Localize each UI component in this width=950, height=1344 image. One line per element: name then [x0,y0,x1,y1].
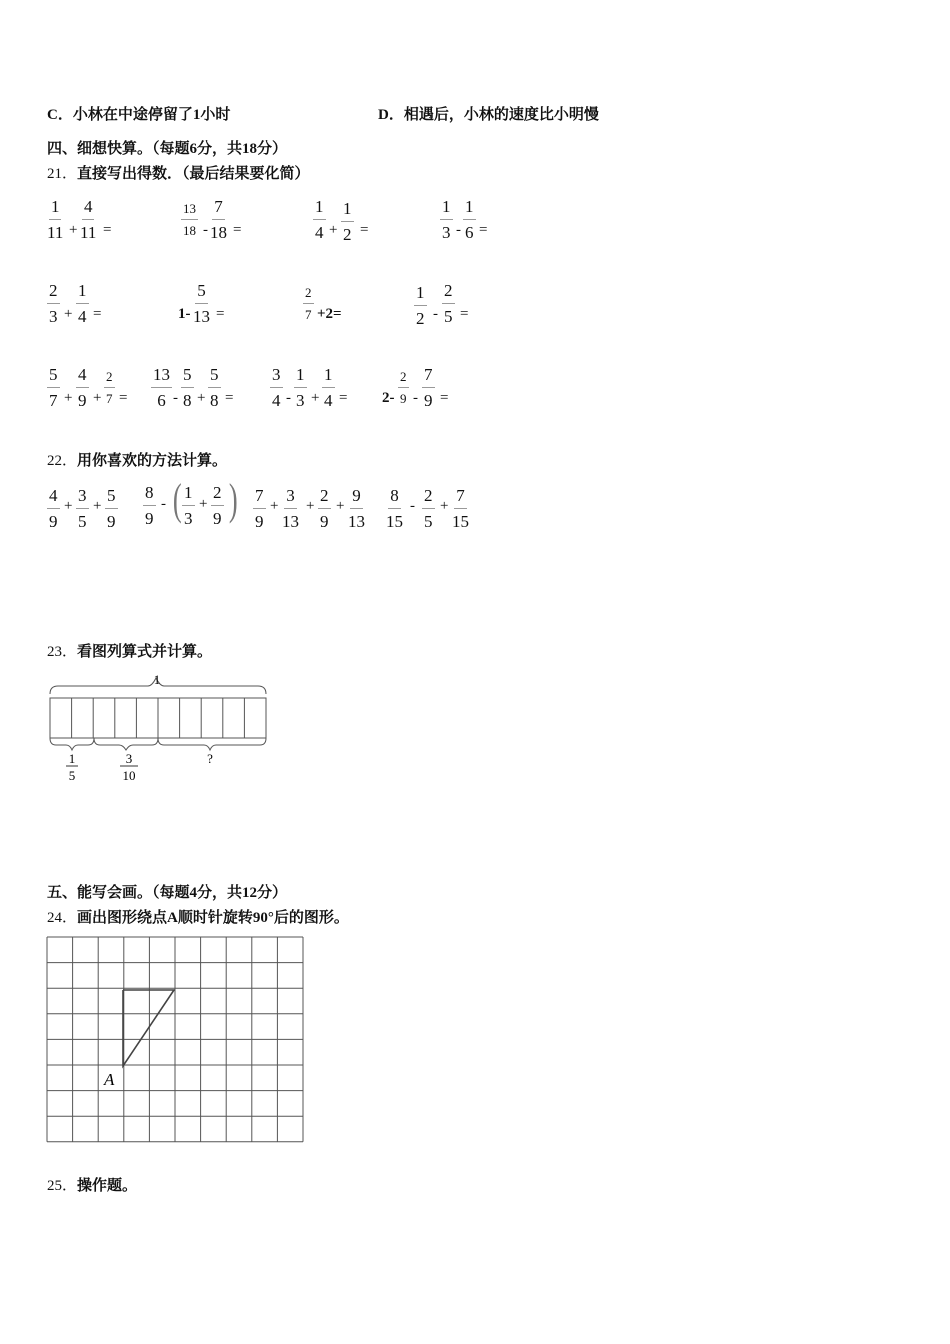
operator: + [69,222,78,238]
triangle-shape [123,990,174,1066]
option-d-text: 相遇后，小林的速度比小明慢 [403,107,599,123]
question-22-label: 22． [47,453,78,469]
operator: = [440,390,449,406]
operator: + [329,222,338,238]
operator: - [161,496,166,512]
total-label: 1 [153,672,161,687]
section-5-heading [47,881,287,902]
question-24-label: 24． [47,910,78,926]
section-4-n1: 6 [189,141,198,157]
question-21-label: 21． [47,166,78,182]
fraction: $\frac{1}{4}$ [315,197,324,242]
operator: = [339,390,348,406]
fraction: $\frac{2}{5}$ [444,281,453,326]
question-21-text: 直接写出得数．（最后结果要化简） [77,166,310,182]
fraction: $\frac{1}{4}$ [324,365,333,410]
operator: = [460,306,469,322]
operator: + [93,390,102,406]
fraction: $\frac{1}{11}$ [47,197,64,242]
fraction: $\frac{2}{3}$ [49,281,58,326]
brace-part-2 [94,738,158,750]
fraction: $\frac{3}{4}$ [272,365,281,410]
fraction: $\frac{1}{3}$ [296,365,305,410]
option-c-text: 小林在中途停留了 [72,107,193,123]
operator: + [93,498,102,514]
question-21 [47,162,310,183]
fraction: $\frac{4}{9}$ [78,365,87,410]
operator: = [225,390,234,406]
section-4-mid: 分，共 [197,141,243,157]
suffix-expression: +2= [317,306,342,322]
operator: - [410,498,415,514]
operator: = [479,222,488,238]
option-c [47,103,230,124]
operator: + [64,498,73,514]
operator: + [64,306,73,322]
operator: - [433,306,438,322]
fraction: $\frac{2}{9}$ [320,486,329,531]
option-d [378,103,599,124]
part-2-denominator: 10 [122,768,136,783]
operator: - [413,390,418,406]
brace-part-1 [50,738,94,750]
operator: - [456,222,461,238]
operator: + [270,498,279,514]
fraction: $\frac{1}{6}$ [465,197,474,242]
fraction: $\frac{2}{7}$ [106,369,113,406]
fraction: $\frac{7}{15}$ [452,486,469,531]
point-a-label: A [104,1070,115,1089]
operator: = [119,390,128,406]
fraction: $\frac{8}{15}$ [386,486,403,531]
question-24-point: A [167,910,178,926]
fraction: $\frac{2}{5}$ [424,486,433,531]
operator: = [93,306,102,322]
question-23 [47,640,212,661]
section-5-note: （每题 [152,885,190,901]
operator: = [360,222,369,238]
fraction: $\frac{13}{18}$ [183,201,196,238]
fraction: $\frac{1}{3}$ [184,483,193,528]
fraction: $\frac{5}{8}$ [183,365,192,410]
question-24-text-c: 后的图形。 [273,910,349,926]
operator: + [311,390,320,406]
option-d-label: D． [378,107,404,123]
fraction: $\frac{9}{13}$ [348,486,365,531]
fraction: $\frac{5}{13}$ [193,281,210,326]
question-25-text: 操作题。 [77,1178,138,1194]
part-1-numerator: 1 [68,751,76,766]
fraction: $\frac{5}{9}$ [107,486,116,531]
fraction-bar-diagram [40,668,280,793]
question-22 [47,449,227,470]
fraction: $\frac{3}{5}$ [78,486,87,531]
operator: = [103,222,112,238]
fraction: $\frac{7}{18}$ [210,197,227,242]
fraction: $\frac{2}{9}$ [400,369,407,406]
bar-dividers [72,698,245,738]
operator: = [216,306,225,322]
fraction: $\frac{8}{9}$ [145,483,154,528]
operator: = [233,222,242,238]
fraction: $\frac{7}{9}$ [255,486,264,531]
fraction: $\frac{1}{3}$ [442,197,451,242]
fraction: $\frac{1}{2}$ [343,199,352,244]
section-4-note: （每题 [152,141,190,157]
rotation-grid [44,934,308,1146]
question-25 [47,1174,137,1195]
fraction: $\frac{7}{9}$ [424,365,433,410]
question-24 [47,906,349,927]
fraction: $\frac{1}{2}$ [416,283,425,328]
section-4-heading [47,137,287,158]
right-paren-icon: ) [228,475,238,524]
option-c-num: 1 [192,107,201,123]
part-2-numerator: 3 [125,751,133,766]
fraction: $\frac{13}{6}$ [153,365,170,410]
question-24-text-b: 顺时针旋转 [177,910,253,926]
question-22-text: 用你喜欢的方法计算。 [77,453,228,469]
prefix-number: 2- [382,390,395,406]
fraction: $\frac{1}{4}$ [78,281,87,326]
question-25-label: 25． [47,1178,78,1194]
option-c-label: C． [47,107,73,123]
prefix-number: 1- [178,306,191,322]
question-23-label: 23． [47,644,78,660]
operator: - [203,222,208,238]
operator: + [197,390,206,406]
unknown-label: ? [207,751,213,766]
section-5-title: 五、能写会画。 [47,885,153,901]
part-1-denominator: 5 [68,768,76,783]
section-4-title: 四、细想快算。 [47,141,153,157]
fraction: $\frac{2}{9}$ [213,483,222,528]
operator: - [286,390,291,406]
section-5-mid: 分，共 [197,885,243,901]
fraction: $\frac{3}{13}$ [282,486,299,531]
section-4-n2: 18 [242,141,258,157]
fraction: $\frac{2}{7}$ [305,285,312,322]
operator: + [336,498,345,514]
fraction: $\frac{5}{7}$ [49,365,58,410]
option-c-unit: 小时 [200,107,231,123]
section-5-end: 分） [257,885,288,901]
section-5-n1: 4 [189,885,198,901]
operator: + [306,498,315,514]
operator: + [199,496,208,512]
question-24-text-a: 画出图形绕点 [77,910,168,926]
grid-lines [47,937,303,1142]
fraction: $\frac{5}{8}$ [210,365,219,410]
operator: + [440,498,449,514]
section-4-end: 分） [257,141,288,157]
section-5-n2: 12 [242,885,258,901]
fraction: $\frac{4}{9}$ [49,486,58,531]
question-24-angle: 90° [252,910,274,926]
brace-unknown [158,738,266,750]
operator: - [173,390,178,406]
question-23-text: 看图列算式并计算。 [77,644,213,660]
fraction: $\frac{4}{11}$ [80,197,97,242]
left-paren-icon: ( [172,475,182,524]
operator: + [64,390,73,406]
